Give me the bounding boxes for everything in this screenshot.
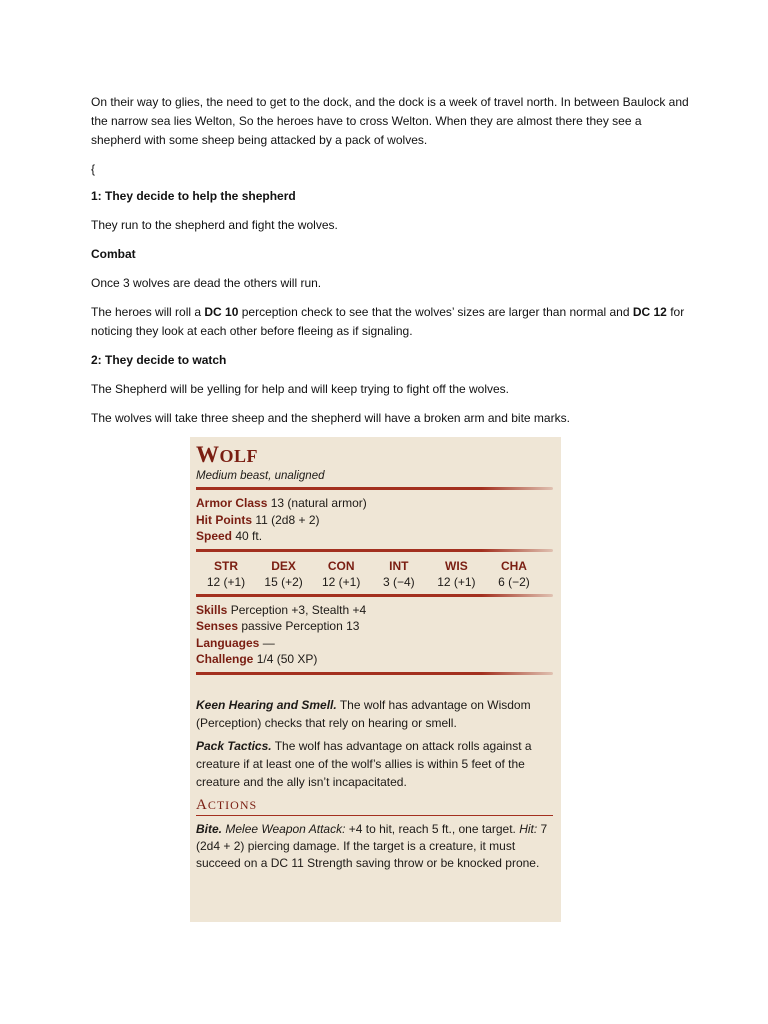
- perception-dc1: DC 10: [204, 305, 239, 319]
- hit-points-label: Hit Points: [196, 512, 252, 527]
- ability-cha: [488, 558, 540, 590]
- action-name: Bite.: [196, 822, 223, 836]
- wolf-stat-block: [190, 437, 561, 922]
- ability-name: WIS: [445, 558, 468, 573]
- challenge-label: Challenge: [196, 652, 254, 666]
- ability-name: CON: [327, 558, 355, 573]
- divider-rule: [196, 672, 553, 675]
- languages-label: Languages: [196, 635, 260, 650]
- perception-paragraph: [91, 303, 691, 341]
- senses-label: Senses: [196, 619, 239, 633]
- option2-text-1: The Shepherd will be yelling for help and will keep trying to fight off the wolves.: [91, 382, 510, 396]
- stat-block-subtitle: Medium beast, unaligned: [196, 470, 325, 482]
- action-type: Melee Weapon Attack:: [225, 822, 346, 836]
- trait-pack-tactics: [196, 737, 553, 791]
- option1-heading: 1: They decide to help the shepherd: [91, 189, 296, 203]
- senses-line: [196, 618, 553, 635]
- combat-heading: Combat: [91, 247, 136, 261]
- action-bite: [196, 821, 553, 872]
- ability-name: CHA: [500, 558, 527, 573]
- challenge-value: 1/4 (50 XP): [256, 652, 318, 666]
- divider-rule: [196, 594, 553, 597]
- action-text-1: +4 to hit, reach 5 ft., one target.: [345, 822, 516, 836]
- trait-keen-hearing: [196, 696, 553, 732]
- actions-initial: A: [196, 796, 208, 813]
- divider-rule: [196, 487, 553, 490]
- trait-text: The wolf has advantage on attack rolls against a creature if at least one of the wolf’s allies is within 5 feet of the creature and the ally isn’t incapacitated.: [196, 738, 532, 789]
- trait-text: The wolf has advantage on Wisdom (Perception) checks that rely on hearing or smell.: [196, 697, 531, 730]
- trait-name: Keen Hearing and Smell.: [196, 697, 337, 712]
- ability-dex: [258, 558, 310, 590]
- armor-class-value: 13 (natural armor): [270, 496, 367, 510]
- title-initial: W: [196, 442, 220, 467]
- armor-class-label: Armor Class: [196, 496, 268, 510]
- speed-value: 40 ft.: [235, 529, 263, 543]
- option2-text-2: The wolves will take three sheep and the shepherd will have a broken arm and bite marks.: [91, 411, 570, 425]
- perception-mid: perception check to see that the wolves’ sizes are larger than normal and: [238, 305, 633, 319]
- trait-name: Pack Tactics.: [196, 738, 272, 753]
- title-rest: OLF: [219, 446, 259, 466]
- ability-value: 15 (+2): [264, 574, 303, 589]
- ability-con: [315, 558, 367, 590]
- senses-value: passive Perception 13: [241, 619, 360, 633]
- brace-text: {: [91, 162, 96, 176]
- divider-rule: [196, 549, 553, 552]
- skills-line: [196, 602, 553, 619]
- skills-value: Perception +3, Stealth +4: [230, 602, 367, 617]
- stat-block-title: [196, 443, 553, 467]
- actions-rule: [196, 815, 553, 817]
- perception-post: for noticing they look at each other before fleeing as if signaling.: [91, 305, 685, 338]
- ability-value: 12 (+1): [322, 574, 361, 589]
- perception-pre: The heroes will roll a: [91, 305, 205, 319]
- ability-value: 6 (−2): [498, 574, 530, 589]
- challenge-line: [196, 651, 553, 668]
- ability-value: 12 (+1): [437, 574, 476, 589]
- option2-heading: 2: They decide to watch: [91, 353, 227, 367]
- languages-value: —: [262, 635, 275, 650]
- ability-wis: [430, 558, 482, 590]
- skills-label: Skills: [196, 602, 228, 617]
- option1-text: They run to the shepherd and fight the wolves.: [91, 218, 338, 232]
- ability-name: INT: [389, 558, 409, 573]
- languages-line: [196, 635, 553, 652]
- actions-heading: [196, 796, 553, 814]
- action-hit-label: Hit:: [519, 822, 538, 836]
- hit-points-value: 11 (2d8 + 2): [255, 512, 320, 527]
- intro-paragraph: On their way to glies, the need to get to the dock, and the dock is a week of travel north. In between Baulock and the narrow sea lies Welton, So the heroes have to cross Welton. When they are almost there they see a shepherd with some sheep being attacked by a pack of wolves.: [91, 95, 689, 147]
- speed-line: [196, 528, 553, 545]
- hit-points-line: [196, 512, 553, 529]
- ability-value: 12 (+1): [206, 574, 246, 589]
- combat-text: Once 3 wolves are dead the others will run.: [91, 276, 322, 290]
- ability-str: [200, 558, 252, 590]
- ability-scores: [200, 558, 540, 590]
- ability-name: DEX: [271, 558, 296, 573]
- actions-rest: CTIONS: [207, 797, 258, 812]
- action-text-2: 7 (2d4 + 2) piercing damage. If the target is a creature, it must succeed on a DC 11 Strength saving throw or be knocked prone.: [196, 822, 548, 870]
- speed-label: Speed: [196, 529, 233, 543]
- ability-name: STR: [214, 558, 238, 573]
- ability-value: 3 (−4): [382, 574, 415, 589]
- ability-int: [373, 558, 425, 590]
- perception-dc2: DC 12: [632, 305, 667, 319]
- armor-class-line: [196, 495, 553, 512]
